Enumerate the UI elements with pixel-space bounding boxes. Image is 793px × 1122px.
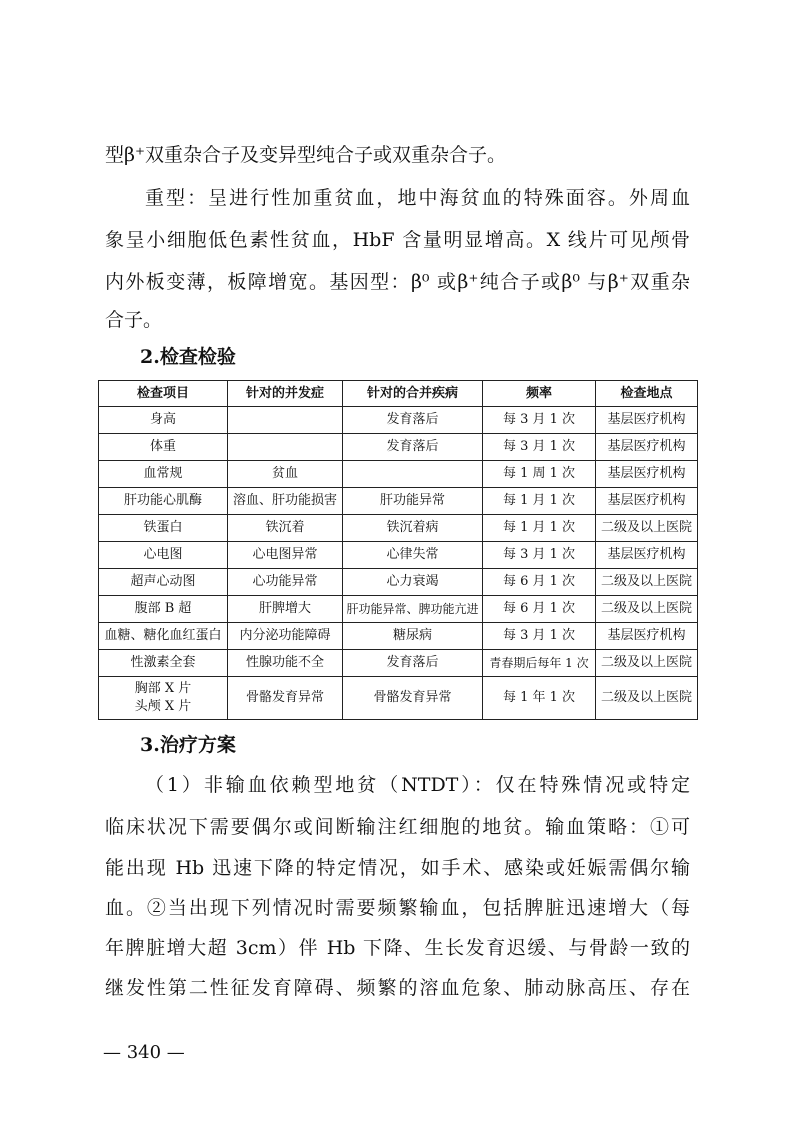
table-cell: 每 3 月 1 次: [483, 542, 596, 569]
table-cell: [228, 407, 343, 434]
cell-line: 胸部 X 片: [134, 681, 192, 696]
table-cell: 心功能异常: [228, 569, 343, 596]
table-row: [99, 515, 698, 542]
table-cell: 性激素全套: [99, 650, 228, 677]
table-row: [99, 623, 698, 650]
table-cell: 骨骼发育异常: [228, 677, 343, 720]
table-row: [99, 677, 698, 720]
header-cell: 针对的合并疾病: [343, 381, 483, 407]
table-cell: 溶血、肝功能损害: [228, 488, 343, 515]
paragraph-line: 继发性第二性征发育障碍、频繁的溶血危象、肺动脉高压、存在: [105, 977, 690, 999]
table-row: [99, 569, 698, 596]
paragraph-line: 象呈小细胞低色素性贫血，HbF 含量明显增高。X 线片可见颅骨: [105, 229, 690, 251]
paragraph-line: 能出现 Hb 迅速下降的特定情况，如手术、感染或妊娠需偶尔输: [105, 857, 690, 879]
table-cell: 体重: [99, 434, 228, 461]
table-cell: 二级及以上医院: [596, 650, 698, 677]
table-row: [99, 461, 698, 488]
table-cell: 每 1 年 1 次: [483, 677, 596, 720]
table-cell: 二级及以上医院: [596, 677, 698, 720]
table-cell: 铁沉着: [228, 515, 343, 542]
table-cell: 肝功能异常、脾功能亢进: [343, 596, 483, 623]
table-header-row: [99, 381, 698, 407]
paragraph-line: 合子。: [105, 309, 163, 331]
table-row: [99, 650, 698, 677]
page-number: — 340 —: [103, 1042, 185, 1063]
table-cell: 骨骼发育异常: [343, 677, 483, 720]
table-cell: 基层医疗机构: [596, 407, 698, 434]
table-cell: 基层医疗机构: [596, 488, 698, 515]
table-cell: 糖尿病: [343, 623, 483, 650]
table-cell: 心力衰竭: [343, 569, 483, 596]
table-cell: 肝脾增大: [228, 596, 343, 623]
table-cell: 内分泌功能障碍: [228, 623, 343, 650]
exam-table: [98, 380, 698, 720]
table-cell: [228, 434, 343, 461]
table-cell: 铁沉着病: [343, 515, 483, 542]
table-cell: 心电图异常: [228, 542, 343, 569]
table-cell: 基层医疗机构: [596, 434, 698, 461]
paragraph-line: 重型：呈进行性加重贫血，地中海贫血的特殊面容。外周血: [145, 187, 690, 209]
table-row: [99, 542, 698, 569]
table-row: [99, 488, 698, 515]
header-cell: 频率: [483, 381, 596, 407]
table-cell: 每 3 月 1 次: [483, 623, 596, 650]
table-cell: 每 6 月 1 次: [483, 596, 596, 623]
table-cell: 血糖、糖化血红蛋白: [99, 623, 228, 650]
table-cell: 超声心动图: [99, 569, 228, 596]
table-row: [99, 434, 698, 461]
table-cell: 肝功能心肌酶: [99, 488, 228, 515]
table-cell: 腹部 B 超: [99, 596, 228, 623]
table-cell: 心律失常: [343, 542, 483, 569]
table-cell: 基层医疗机构: [596, 461, 698, 488]
table-cell: 每 3 月 1 次: [483, 407, 596, 434]
table-cell: [99, 677, 228, 720]
cell-line: 头颅 X 片: [134, 699, 192, 714]
table-cell: 心电图: [99, 542, 228, 569]
table-cell: 发育落后: [343, 434, 483, 461]
table-cell: 二级及以上医院: [596, 596, 698, 623]
table-cell: 身高: [99, 407, 228, 434]
header-cell: 针对的并发症: [228, 381, 343, 407]
table-cell: 基层医疗机构: [596, 623, 698, 650]
table-cell: 二级及以上医院: [596, 515, 698, 542]
table-cell: 贫血: [228, 461, 343, 488]
paragraph-line: 内外板变薄，板障增宽。基因型：β⁰ 或β⁺纯合子或β⁰ 与β⁺双重杂: [105, 271, 690, 293]
table-cell: 每 1 月 1 次: [483, 515, 596, 542]
section-heading-treatment: 3.治疗方案: [140, 734, 236, 756]
paragraph-line: 型β⁺双重杂合子及变异型纯合子或双重杂合子。: [105, 144, 507, 166]
paragraph-line: 年脾脏增大超 3cm）伴 Hb 下降、生长发育迟缓、与骨龄一致的: [105, 937, 690, 959]
paragraph-line: （1）非输血依赖型地贫（NTDT）：仅在特殊情况或特定: [145, 774, 690, 796]
table-cell: 每 3 月 1 次: [483, 434, 596, 461]
table-cell: 基层医疗机构: [596, 542, 698, 569]
paragraph-line: 临床状况下需要偶尔或间断输注红细胞的地贫。输血策略：①可: [105, 816, 690, 838]
table-cell: 青春期后每年 1 次: [483, 650, 596, 677]
section-heading-exams: 2.检查检验: [140, 346, 236, 368]
table-cell: 发育落后: [343, 407, 483, 434]
table-cell: 二级及以上医院: [596, 569, 698, 596]
table-cell: 发育落后: [343, 650, 483, 677]
table-cell: [343, 461, 483, 488]
table-cell: 每 1 周 1 次: [483, 461, 596, 488]
table-cell: 铁蛋白: [99, 515, 228, 542]
table-cell: 肝功能异常: [343, 488, 483, 515]
paragraph-line: 血。②当出现下列情况时需要频繁输血，包括脾脏迅速增大（每: [105, 897, 690, 919]
table-cell: 性腺功能不全: [228, 650, 343, 677]
table-cell: 每 1 月 1 次: [483, 488, 596, 515]
table-cell: 血常规: [99, 461, 228, 488]
table-row: [99, 407, 698, 434]
table-cell: 每 6 月 1 次: [483, 569, 596, 596]
table-row: [99, 596, 698, 623]
header-cell: 检查项目: [99, 381, 228, 407]
header-cell: 检查地点: [596, 381, 698, 407]
